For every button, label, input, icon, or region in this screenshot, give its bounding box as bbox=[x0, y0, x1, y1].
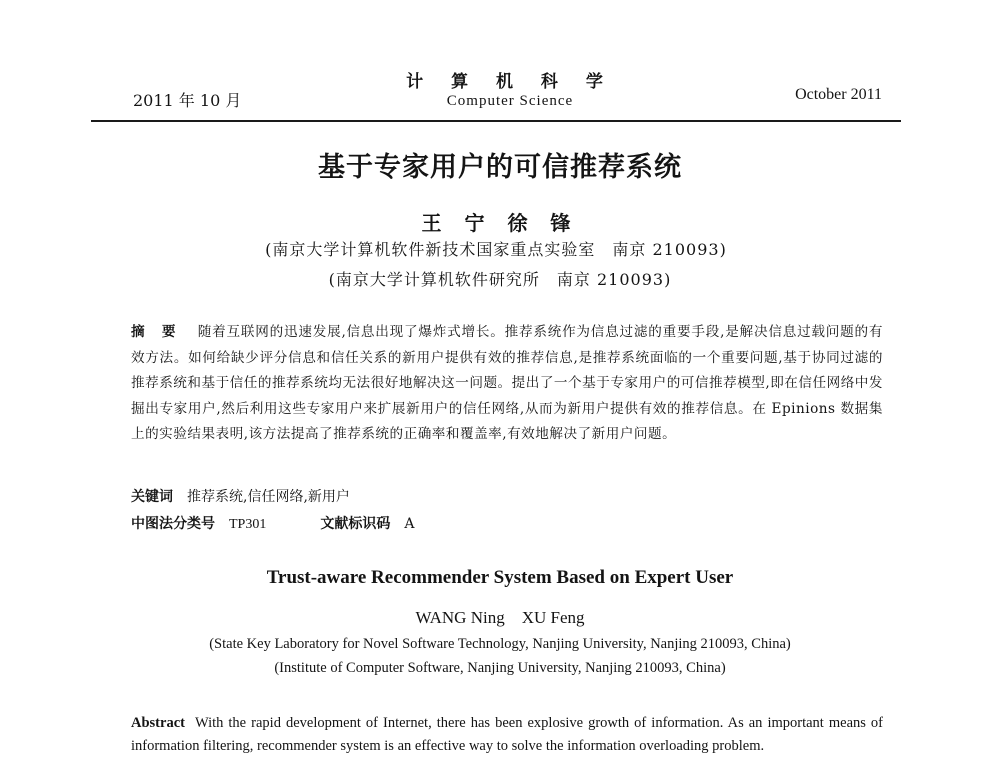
doc-code-label: 文献标识码 bbox=[320, 516, 391, 532]
classification-row bbox=[131, 513, 414, 533]
keywords-cn-label: 关键词 bbox=[131, 489, 173, 505]
abstract-cn-label: 摘 要 bbox=[131, 324, 182, 340]
abstract-en bbox=[131, 712, 883, 758]
clc-value: TP301 bbox=[229, 517, 267, 532]
keywords-cn-text: 推荐系统,信任网络,新用户 bbox=[187, 489, 350, 505]
journal-name-cn: 计 算 机 科 学 bbox=[406, 72, 614, 92]
header-rule bbox=[91, 120, 901, 122]
abstract-en-label: Abstract bbox=[131, 715, 185, 731]
affiliation-cn-2: (南京大学计算机软件研究所 南京 210093) bbox=[328, 270, 672, 289]
clc-label: 中图法分类号 bbox=[131, 516, 215, 532]
authors-en: WANG Ning XU Feng bbox=[415, 608, 585, 627]
affiliation-cn-1: (南京大学计算机软件新技术国家重点实验室 南京 210093) bbox=[265, 240, 727, 259]
paper-title-cn: 基于专家用户的可信推荐系统 bbox=[318, 152, 682, 183]
journal-masthead bbox=[380, 72, 640, 110]
abstract-cn-text: 随着互联网的迅速发展,信息出现了爆炸式增长。推荐系统作为信息过滤的重要手段,是解决信息过载问题的有效方法。如何给缺少评分信息和信任关系的新用户提供有效的推荐信息,是推荐系统面临的一个重要问题,基于协同过滤的推荐系统和基于信任的推荐系统均无法很好地解决这一问题。提出了一个基于专家用户的可信推荐模型,即在信任网络中发掘出专家用户,然后利用这些专家用户来扩展新用户的信任网络,从而为新用户提供有效的推荐信息。在 Epinions 数据集上的实验结果表明,该方法提高了推荐系统的正确率和覆盖率,有效地解决了新用户问题。 bbox=[131, 324, 884, 442]
journal-name-en: Computer Science bbox=[446, 93, 574, 109]
abstract-cn bbox=[131, 320, 883, 448]
abstract-en-text: With the rapid development of Internet, there has been explosive growth of information. As an important means of information filtering, recommender system is an effective way to solve the information overloading problem. bbox=[131, 715, 883, 754]
authors-cn: 王 宁 徐 锋 bbox=[421, 211, 579, 235]
keywords-cn bbox=[131, 486, 350, 506]
doc-code-value: A bbox=[404, 516, 415, 532]
affiliation-en-2: (Institute of Computer Software, Nanjing University, Nanjing 210093, China) bbox=[274, 660, 726, 676]
paper-title-en: Trust-aware Recommender System Based on Expert User bbox=[266, 567, 734, 588]
header-date-en: October 2011 bbox=[795, 86, 882, 103]
header-date-cn: 2011 年 10 月 bbox=[133, 91, 242, 110]
affiliation-en-1: (State Key Laboratory for Novel Software Technology, Nanjing University, Nanjing 210093, China) bbox=[209, 636, 791, 652]
